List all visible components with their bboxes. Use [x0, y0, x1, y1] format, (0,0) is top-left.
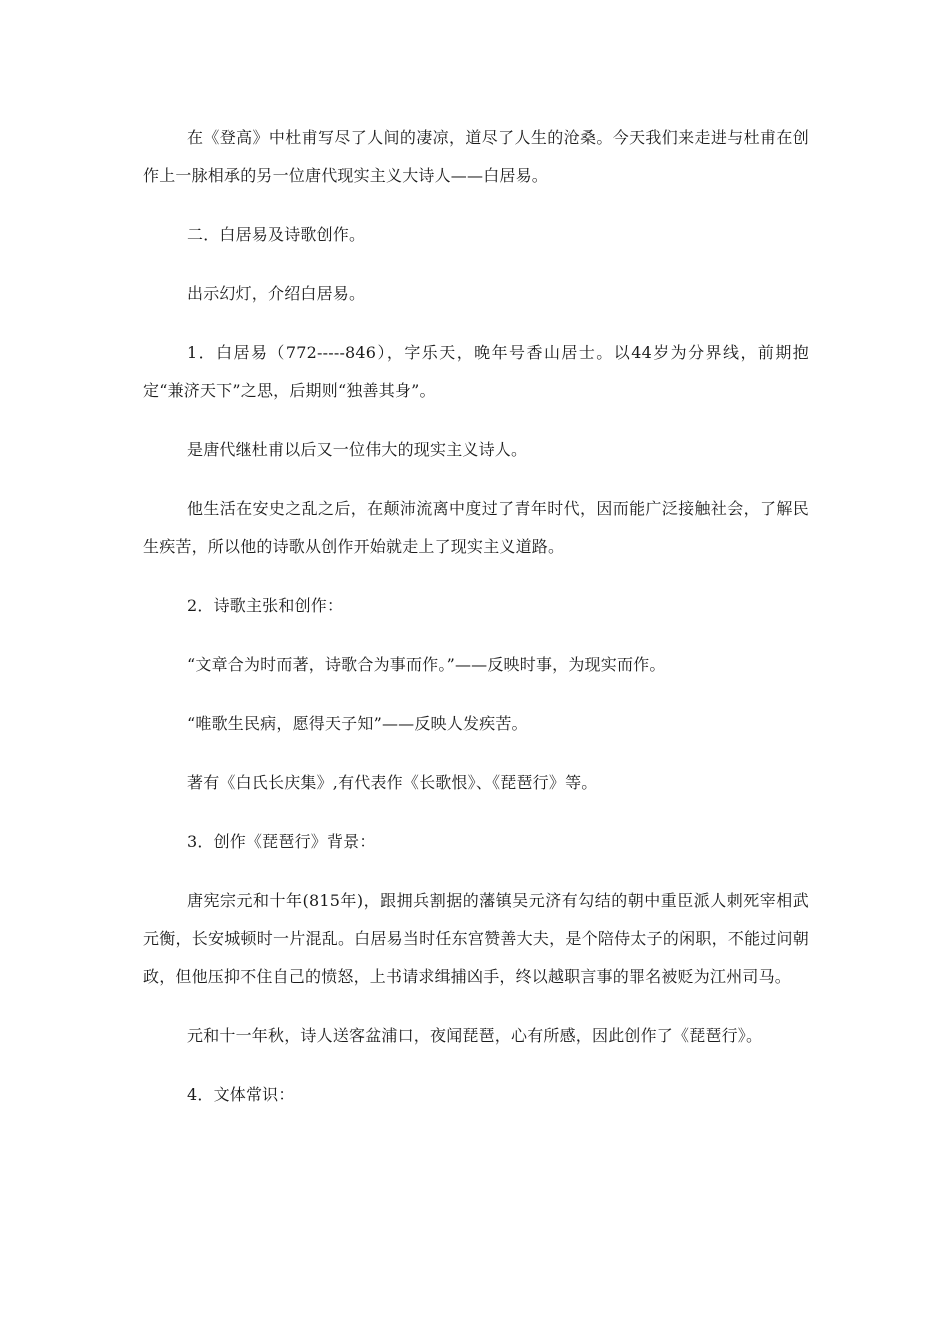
quote-1: “文章合为时而著，诗歌合为事而作。”——反映时事，为现实而作。	[187, 655, 666, 674]
document-body	[143, 119, 809, 1114]
list-item-4-heading: 4．文体常识：	[187, 1085, 295, 1104]
paragraph-realist-poet: 是唐代继杜甫以后又一位伟大的现实主义诗人。	[187, 440, 528, 459]
paragraph-slide-note: 出示幻灯，介绍白居易。	[187, 284, 366, 303]
quote-2: “唯歌生民病，愿得天子知”——反映人发疾苦。	[187, 714, 528, 733]
paragraph-creation: 元和十一年秋，诗人送客盆浦口，夜闻琵琶，心有所感，因此创作了《琵琶行》。	[187, 1026, 763, 1045]
section-heading-bai-juyi: 二．白居易及诗歌创作。	[187, 225, 366, 244]
list-item-3-heading: 3．创作《琵琶行》背景：	[187, 832, 376, 851]
paragraph-background: 唐宪宗元和十年(815年)，跟拥兵割据的藩镇吴元济有勾结的朝中重臣派人刺死宰相武元衡，长安城顿时一片混乱。白居易当时任东宫赞善大夫，是个陪侍太子的闲职，不能过问朝政，但他压抑不住自己的愤怒，上书请求缉捕凶手，终以越职言事的罪名被贬为江州司马。	[143, 891, 809, 986]
list-item-1-biography: 1．白居易（772-----846），字乐天，晚年号香山居士。以44岁为分界线，前期抱定“兼济天下”之思，后期则“独善其身”。	[143, 343, 809, 400]
paragraph-intro: 在《登高》中杜甫写尽了人间的凄凉，道尽了人生的沧桑。今天我们来走进与杜甫在创作上一脉相承的另一位唐代现实主义大诗人——白居易。	[143, 128, 809, 185]
paragraph-life: 他生活在安史之乱之后，在颠沛流离中度过了青年时代，因而能广泛接触社会，了解民生疾苦，所以他的诗歌从创作开始就走上了现实主义道路。	[143, 499, 809, 556]
list-item-2-heading: 2．诗歌主张和创作：	[187, 596, 344, 615]
paragraph-works: 著有《白氏长庆集》,有代表作《长歌恨》、《琵琶行》等。	[187, 773, 598, 792]
